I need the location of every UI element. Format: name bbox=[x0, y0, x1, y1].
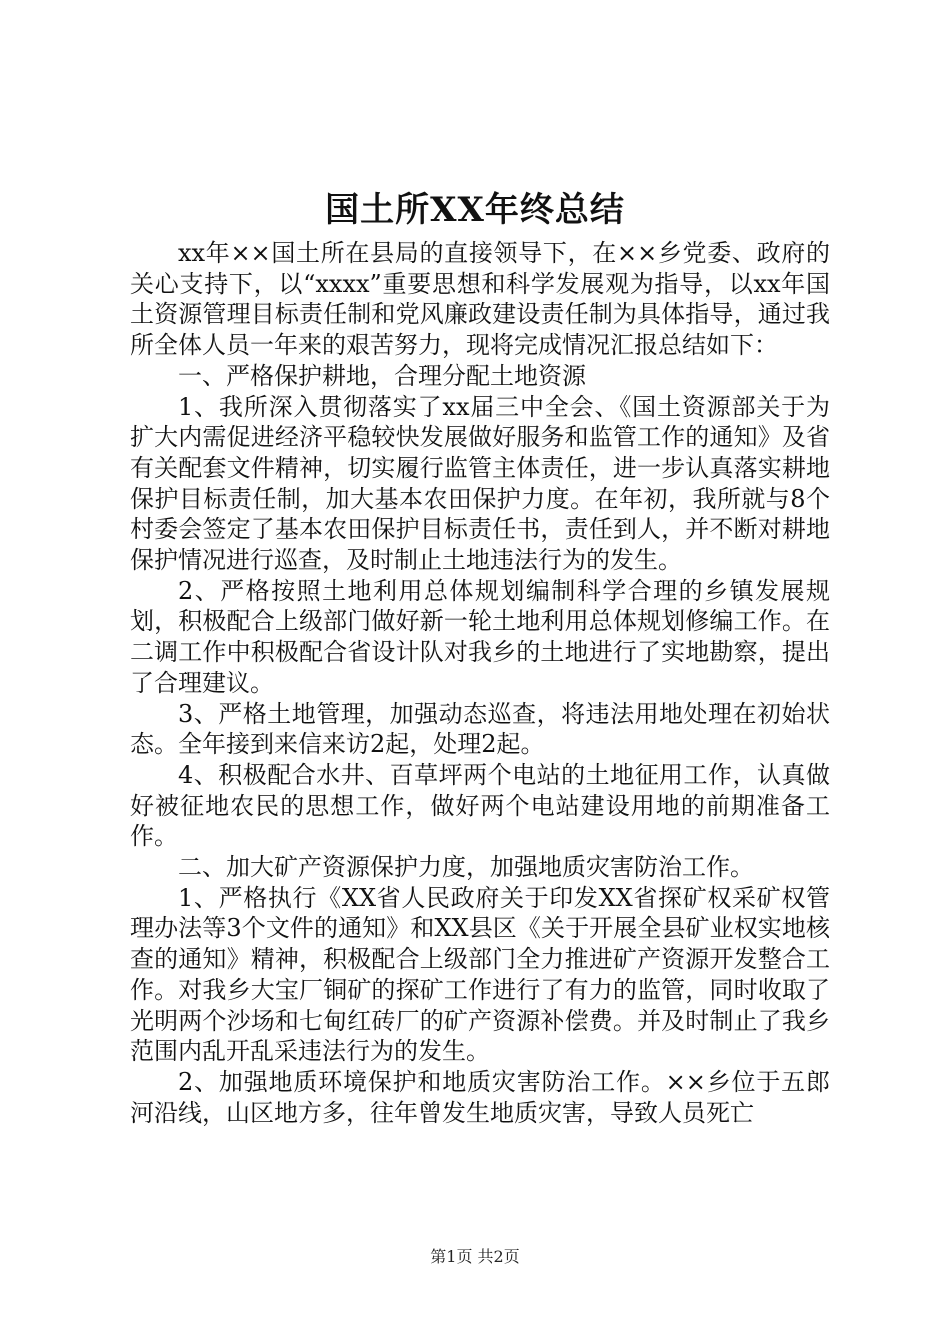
paragraph-1-2: 2、严格按照土地利用总体规划编制科学合理的乡镇发展规划，积极配合上级部门做好新一轮土地利用总体规划修编工作。在二调工作中积极配合省设计队对我乡的土地进行了实地勘察，提出了合理建议。 bbox=[130, 576, 830, 697]
document-body bbox=[130, 238, 830, 1128]
section-heading-1: 一、严格保护耕地，合理分配土地资源 bbox=[178, 361, 586, 390]
intro-paragraph: xx年××国土所在县局的直接领导下，在××乡党委、政府的关心支持下，以“xxxx”重要思想和科学发展观为指导，以xx年国土资源管理目标责任制和党风廉政建设责任制为具体指导，通过我所全体人员一年来的艰苦努力，现将完成情况汇报总结如下： bbox=[130, 239, 830, 360]
section-heading-2: 二、加大矿产资源保护力度，加强地质灾害防治工作。 bbox=[178, 853, 754, 882]
document-title: 国土所XX年终总结 bbox=[325, 190, 625, 230]
paragraph-2-1: 1、严格执行《XX省人民政府关于印发XX省探矿权采矿权管理办法等3个文件的通知》和XX县区《关于开展全县矿业权实地核查的通知》精神，积极配合上级部门全力推进矿产资源开发整合工作。对我乡大宝厂铜矿的探矿工作进行了有力的监管，同时收取了光明两个沙场和七甸红砖厂的矿产资源补偿费。并及时制止了我乡范围内乱开乱采违法行为的发生。 bbox=[130, 883, 830, 1066]
paragraph-1-3: 3、严格土地管理，加强动态巡查，将违法用地处理在初始状态。全年接到来信来访2起，处理2起。 bbox=[130, 699, 830, 759]
paragraph-2-2: 2、加强地质环境保护和地质灾害防治工作。××乡位于五郎河沿线，山区地方多，往年曾发生地质灾害，导致人员死亡 bbox=[130, 1067, 830, 1127]
paragraph-1-4: 4、积极配合水井、百草坪两个电站的土地征用工作，认真做好被征地农民的思想工作，做好两个电站建设用地的前期准备工作。 bbox=[130, 760, 830, 851]
paragraph-1-1: 1、我所深入贯彻落实了xx届三中全会、《国土资源部关于为扩大内需促进经济平稳较快发展做好服务和监管工作的通知》及省有关配套文件精神，切实履行监管主体责任，进一步认真落实耕地保护目标责任制，加大基本农田保护力度。在年初，我所就与8个村委会签定了基本农田保护目标责任书，责任到人，并不断对耕地保护情况进行巡查，及时制止土地违法行为的发生。 bbox=[130, 392, 830, 575]
page-footer: 第1页 共2页 bbox=[430, 1247, 520, 1266]
